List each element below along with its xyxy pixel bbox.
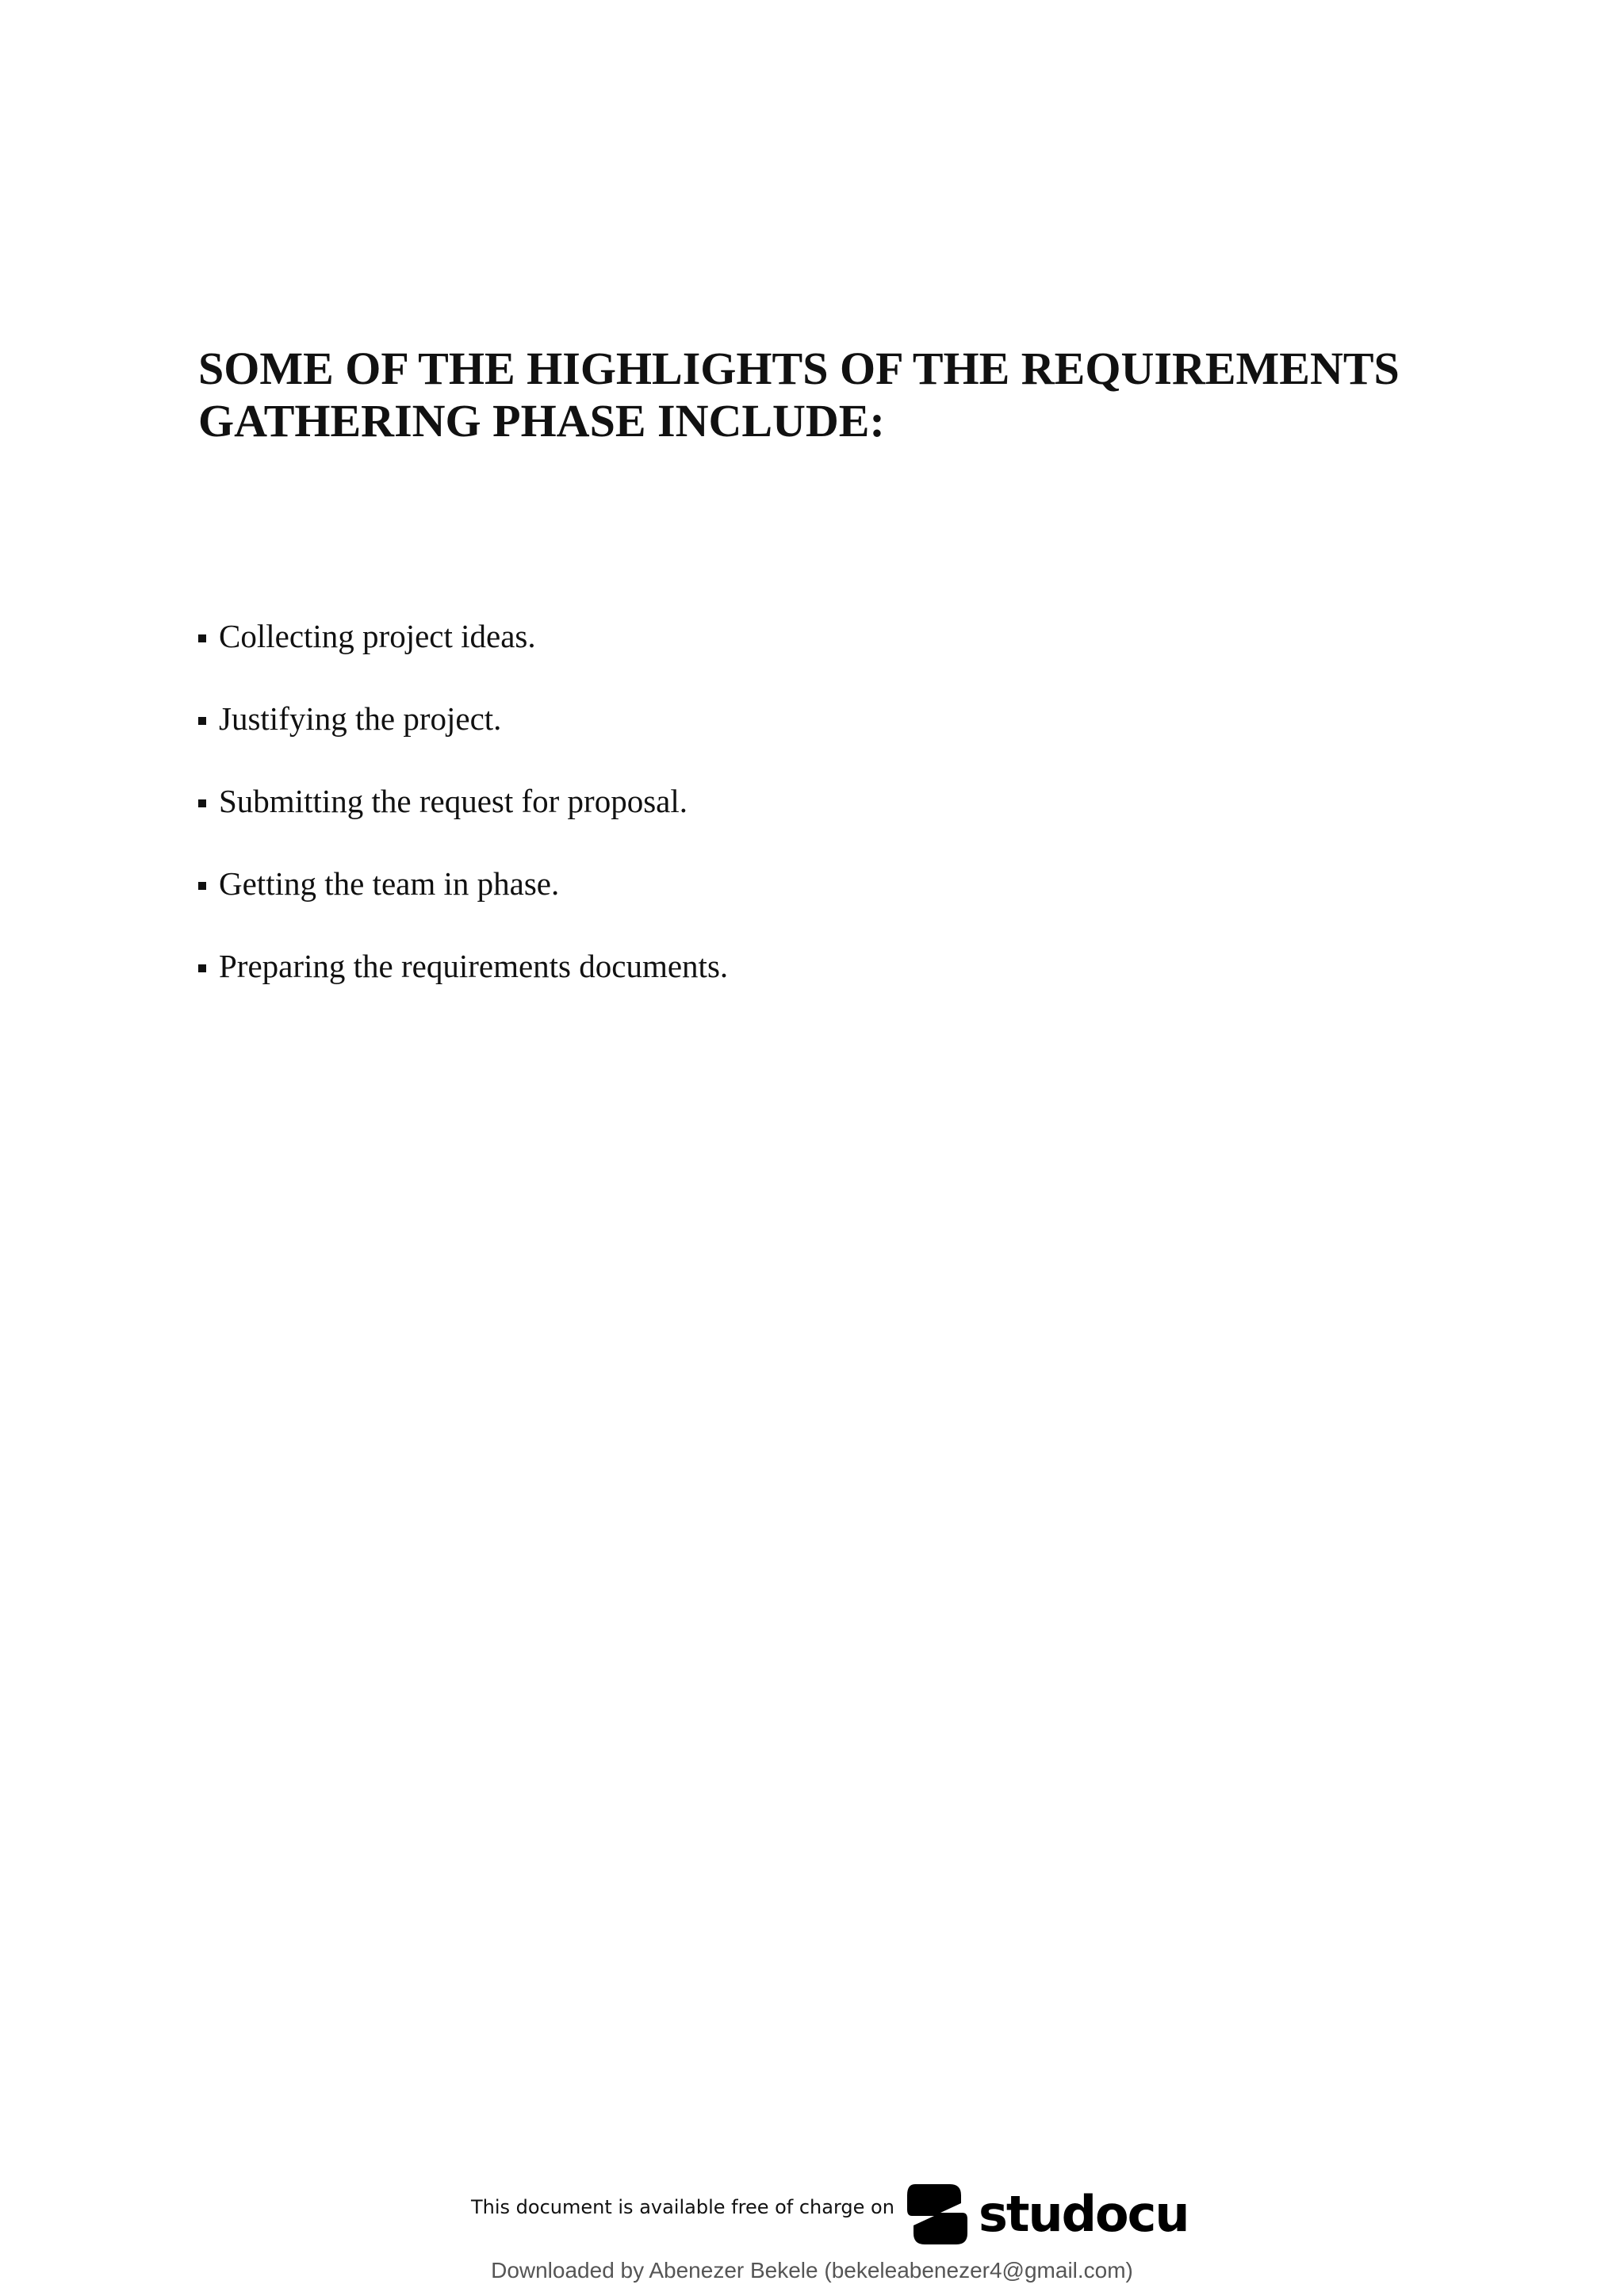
list-item [198,945,728,1028]
list-item-text: Preparing the requirements documents. [219,948,729,984]
list-item [198,615,728,698]
list-item [198,863,728,945]
list-item-text: Submitting the request for proposal. [219,783,688,819]
square-bullet-icon [198,634,206,642]
studocu-logo-icon [904,2181,971,2248]
list-item [198,780,728,863]
square-bullet-icon [198,717,206,725]
list-item-text: Justifying the project. [219,700,502,737]
list-item [198,698,728,780]
square-bullet-icon [198,799,206,807]
brand-name: studocu [979,2185,1189,2243]
footer-downloaded-text: Downloaded by Abenezer Bekele (bekeleabenezer4@gmail.com) [491,2258,1133,2283]
page-title-line-1: SOME OF THE HIGHLIGHTS OF THE REQUIREMENTS [198,343,1400,394]
page-title [198,343,1435,447]
list-item-text: Collecting project ideas. [219,618,536,654]
footer-available-text: This document is available free of charge on [471,2196,894,2218]
page-title-line-2: GATHERING PHASE INCLUDE: [198,395,885,447]
list-item-text: Getting the team in phase. [219,865,560,902]
studocu-logo-link[interactable] [904,2176,1189,2252]
square-bullet-icon [198,964,206,972]
highlights-list [198,615,728,1028]
square-bullet-icon [198,882,206,890]
